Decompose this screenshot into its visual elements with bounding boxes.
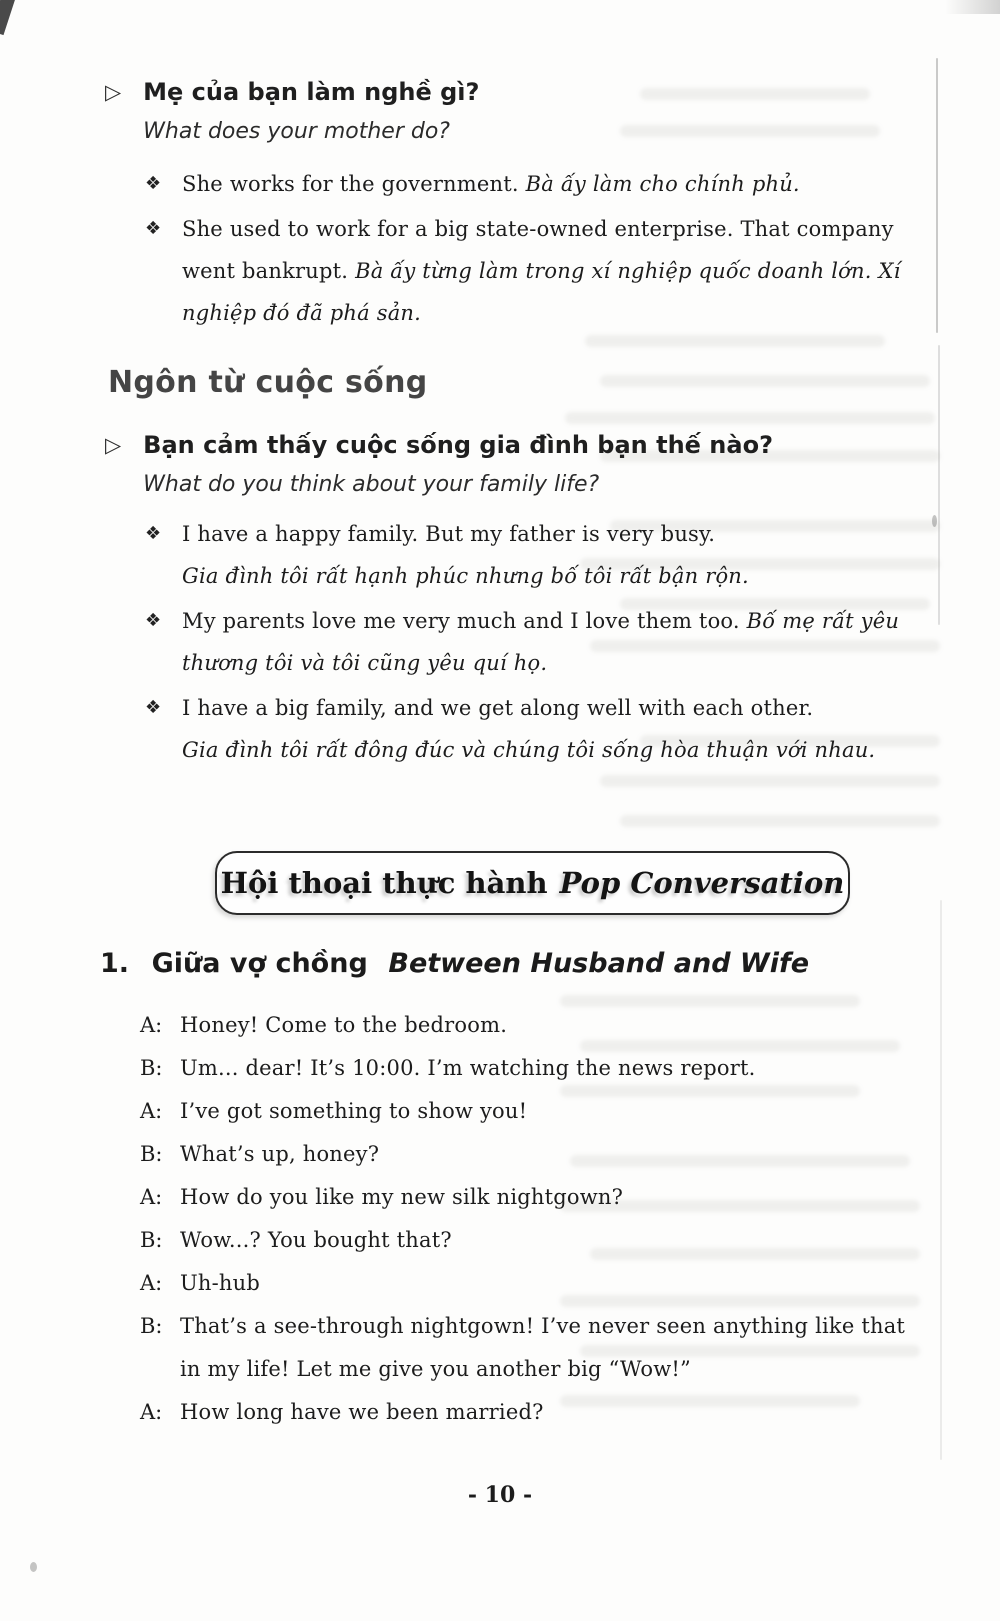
answer-vi: Gia đình tôi rất đông đúc và chúng tôi sống hòa thuận với nhau. [182, 738, 876, 762]
answer-vi: Gia đình tôi rất hạnh phúc nhưng bố tôi rất bận rộn. [182, 564, 749, 588]
answer-text [182, 163, 944, 205]
dialog-speaker: A: [140, 1099, 163, 1123]
triangle-bullet-icon: ▷ [105, 80, 122, 104]
scan-smudge [945, 0, 1000, 14]
answer-en: I have a happy family. But my father is very busy. [182, 522, 716, 546]
scan-corner-mark [0, 0, 16, 35]
answers-family-life [145, 513, 945, 774]
question-en: What does your mother do? [143, 119, 450, 144]
dialog-block [140, 1004, 970, 1434]
dialog-line [140, 1047, 970, 1090]
answer-item [145, 513, 945, 597]
page-number: - 10 - [467, 1482, 533, 1508]
diamond-bullet-icon: ❖ [145, 218, 162, 239]
scan-speck [30, 1562, 37, 1572]
dialog-text: Wow...? You bought that? [180, 1228, 452, 1252]
answer-vi: Bố mẹ rất yêu thương tôi và tôi cũng yêu quí họ. [182, 609, 900, 675]
answer-en: She used to work for a big state-owned enterprise. That company went bankrupt. [182, 217, 894, 283]
dialog-speaker: A: [140, 1400, 163, 1424]
answer-vi: Bà ấy từng làm trong xí nghiệp quốc doanh lớn. Xí nghiệp đó đã phá sản. [182, 259, 901, 325]
bleedthrough-artifact [565, 412, 935, 424]
answer-text [182, 687, 944, 771]
dialog-text: I’ve got something to show you! [180, 1099, 528, 1123]
question-vi: Mẹ của bạn làm nghề gì? [143, 78, 480, 106]
section-heading: Ngôn từ cuộc sống [108, 365, 428, 400]
pop-conversation-banner [215, 851, 850, 915]
question-block-mother [105, 72, 479, 152]
question-vi: Bạn cảm thấy cuộc sống gia đình bạn thế nào? [143, 431, 773, 459]
answer-en: I have a big family, and we get along well with each other. [182, 696, 814, 720]
dialog-speaker: A: [140, 1185, 163, 1209]
answer-item [145, 163, 945, 205]
dialog-line [140, 1262, 970, 1305]
bleedthrough-artifact [620, 125, 880, 137]
dialog-line [140, 1305, 970, 1391]
dialog-text: How long have we been married? [180, 1400, 544, 1424]
banner-title-en: Pop Conversation [559, 866, 845, 900]
question-block-family-life [105, 425, 773, 505]
dialog-line [140, 1176, 970, 1219]
answer-vi: Bà ấy làm cho chính phủ. [525, 172, 800, 196]
question-en: What do you think about your family life? [143, 472, 600, 497]
dialog-text: What’s up, honey? [180, 1142, 380, 1166]
dialog-title-vi: Giữa vợ chồng [151, 948, 368, 979]
dialog-heading [100, 948, 809, 979]
dialog-speaker: A: [140, 1271, 163, 1295]
dialog-speaker: B: [140, 1314, 163, 1338]
dialog-text: That’s a see-through nightgown! I’ve never seen anything like that in my life! Let me give you another big “Wow!” [180, 1314, 906, 1381]
answer-item [145, 600, 945, 684]
dialog-text: How do you like my new silk nightgown? [180, 1185, 624, 1209]
answers-mother [145, 163, 945, 337]
dialog-speaker: B: [140, 1142, 163, 1166]
banner-title-vi: Hội thoại thực hành [220, 866, 548, 900]
dialog-speaker: B: [140, 1228, 163, 1252]
question-text-group [143, 72, 479, 152]
diamond-bullet-icon: ❖ [145, 697, 162, 718]
answer-text [182, 600, 944, 684]
dialog-line [140, 1090, 970, 1133]
bleedthrough-artifact [600, 775, 940, 787]
diamond-bullet-icon: ❖ [145, 610, 162, 631]
bleedthrough-artifact [620, 815, 940, 827]
diamond-bullet-icon: ❖ [145, 523, 162, 544]
bleedthrough-artifact [600, 375, 930, 387]
dialog-number: 1. [100, 948, 130, 979]
dialog-text: Uh-hub [180, 1271, 261, 1295]
dialog-line [140, 1133, 970, 1176]
dialog-title-en: Between Husband and Wife [388, 948, 810, 979]
question-text-group [143, 425, 773, 505]
answer-en: My parents love me very much and I love them too. [182, 609, 747, 633]
dialog-line [140, 1004, 970, 1047]
dialog-speaker: A: [140, 1013, 163, 1037]
triangle-bullet-icon: ▷ [105, 433, 122, 457]
dialog-speaker: B: [140, 1056, 163, 1080]
answer-text [182, 513, 944, 597]
diamond-bullet-icon: ❖ [145, 173, 162, 194]
answer-item [145, 687, 945, 771]
answer-text [182, 208, 944, 334]
bleedthrough-artifact [640, 88, 870, 100]
dialog-line [140, 1391, 970, 1434]
dialog-line [140, 1219, 970, 1262]
dialog-text: Um... dear! It’s 10:00. I’m watching the news report. [180, 1056, 756, 1080]
answer-item [145, 208, 945, 334]
dialog-text: Honey! Come to the bedroom. [180, 1013, 508, 1037]
answer-en: She works for the government. [182, 172, 526, 196]
